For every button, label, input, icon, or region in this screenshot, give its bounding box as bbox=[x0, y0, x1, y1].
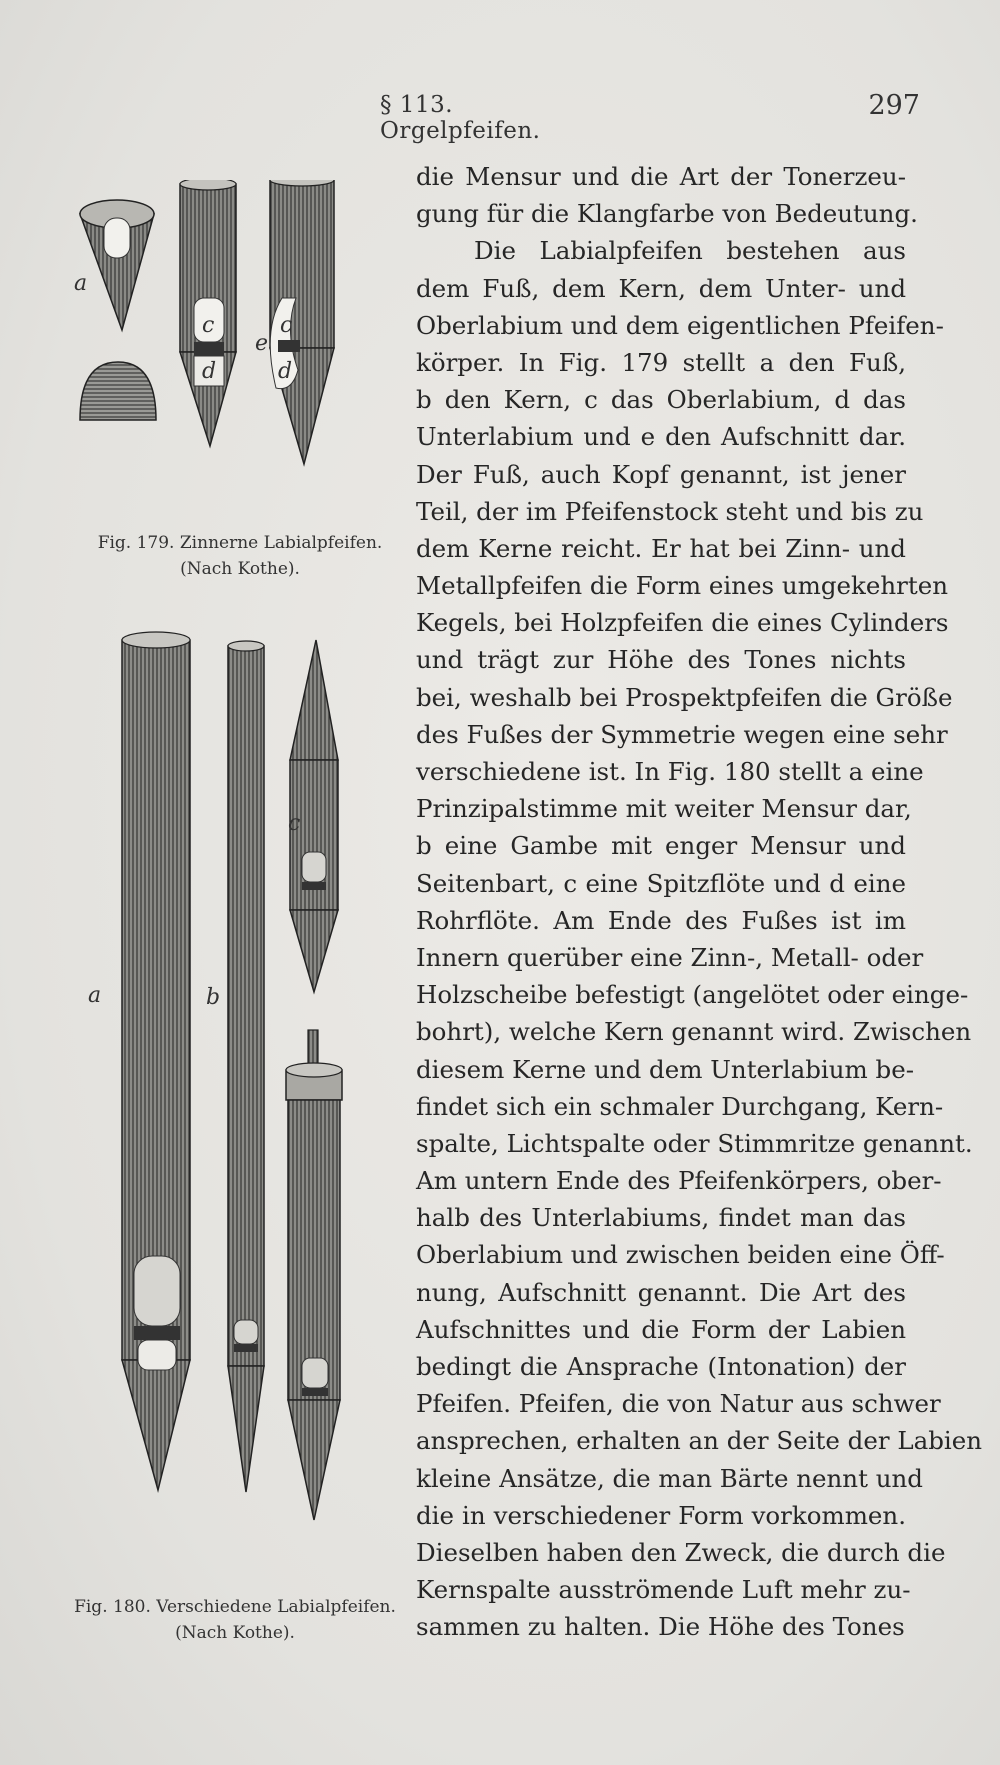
body-text-line: Rohrflöte. Am Ende des Fußes ist im bbox=[416, 905, 906, 935]
body-text-line: ansprechen, erhalten an der Seite der Labien bbox=[416, 1426, 983, 1456]
figure-180-caption-line1: Fig. 180. Verschiedene Labialpfeifen. bbox=[74, 1597, 396, 1617]
body-text-line: Teil, der im Pfeifenstock steht und bis zu bbox=[416, 496, 924, 526]
body-text-line: b den Kern, c das Oberlabium, d das bbox=[416, 385, 906, 415]
body-text-line: Oberlabium und zwischen beiden eine Öff- bbox=[416, 1240, 945, 1270]
body-text-line: die Mensur und die Art der Tonerzeu- bbox=[416, 162, 906, 191]
body-text-line: b eine Gambe mit enger Mensur und bbox=[416, 831, 906, 861]
fig179-label-a: a bbox=[74, 271, 88, 296]
fig179-label-c: c bbox=[202, 313, 215, 338]
body-text-line: Die Labialpfeifen bestehen aus bbox=[474, 236, 906, 266]
body-text-line: dem Kerne reicht. Er hat bei Zinn- und bbox=[416, 533, 906, 563]
fig179-foot-cone bbox=[80, 200, 154, 330]
fig180-label-b: b bbox=[206, 985, 221, 1010]
body-text-column bbox=[416, 158, 983, 1646]
fig180-pipe-a bbox=[122, 632, 190, 1490]
body-text-line: und trägt zur Höhe des Tones nichts bbox=[416, 645, 906, 675]
fig179-label-e: e bbox=[255, 331, 269, 356]
running-head: § 113. Orgelpfeifen. bbox=[380, 92, 541, 144]
body-text-line: dem Fuß, dem Kern, dem Unter- und bbox=[416, 273, 906, 303]
fig179-core-disc bbox=[80, 362, 156, 420]
fig179-label-d: d bbox=[202, 359, 217, 384]
body-text-line: körper. In Fig. 179 stellt a den Fuß, bbox=[416, 347, 906, 377]
fig180-pipe-b bbox=[228, 641, 264, 1492]
body-text-line: findet sich ein schmaler Durchgang, Kern- bbox=[416, 1091, 944, 1121]
body-text-line: Aufschnittes und die Form der Labien bbox=[416, 1314, 906, 1344]
body-text-line: Seitenbart, c eine Spitzflöte und d eine bbox=[416, 868, 906, 898]
body-text-line: nung, Aufschnitt genannt. Die Art des bbox=[416, 1277, 906, 1307]
body-text-line: bei, weshalb bei Prospektpfeifen die Größe bbox=[416, 682, 953, 712]
figure-179-illustration bbox=[70, 180, 400, 520]
body-text-line: Pfeifen. Pfeifen, die von Natur aus schwer bbox=[416, 1389, 941, 1419]
body-text-line: bedingt die Ansprache (Intonation) der bbox=[416, 1352, 906, 1381]
figure-180-illustration bbox=[80, 630, 380, 1590]
body-text-line: Der Fuß, auch Kopf genannt, ist jener bbox=[416, 459, 906, 489]
body-text-line: halb des Unterlabiums, findet man das bbox=[416, 1203, 906, 1233]
fig179-label-c-side: c bbox=[280, 313, 293, 338]
body-text-line: Metallpfeifen die Form eines umgekehrten bbox=[416, 571, 949, 601]
body-text-line: gung für die Klangfarbe von Bedeutung. bbox=[416, 199, 918, 229]
body-text-line: spalte, Lichtspalte oder Stimmritze genannt. bbox=[416, 1128, 973, 1158]
body-text-line: Oberlabium und dem eigentlichen Pfeifen- bbox=[416, 310, 944, 340]
page-number: 297 bbox=[868, 90, 920, 121]
fig179-label-d-side: d bbox=[278, 359, 293, 384]
body-text-line: kleine Ansätze, die man Bärte nennt und bbox=[416, 1463, 923, 1493]
body-text-line: Am untern Ende des Pfeifenkörpers, ober- bbox=[416, 1166, 942, 1196]
figure-180-caption-line2: (Nach Kothe). bbox=[175, 1623, 295, 1643]
body-text-line: verschiedene ist. In Fig. 180 stellt a eine bbox=[416, 757, 924, 786]
body-text-line: Dieselben haben den Zweck, die durch die bbox=[416, 1537, 946, 1567]
figure-180-caption bbox=[70, 1594, 400, 1646]
body-text-line: Prinzipalstimme mit weiter Mensur dar, bbox=[416, 794, 912, 824]
body-text-line: des Fußes der Symmetrie wegen eine sehr bbox=[416, 719, 948, 749]
body-text-line: Holzscheibe befestigt (angelötet oder einge- bbox=[416, 980, 969, 1010]
body-text-line: Kernspalte ausströmende Luft mehr zu- bbox=[416, 1575, 911, 1605]
body-text-line: sammen zu halten. Die Höhe des Tones bbox=[416, 1612, 905, 1642]
body-text-line: Unterlabium und e den Aufschnitt dar. bbox=[416, 422, 906, 452]
fig180-label-a: a bbox=[88, 983, 102, 1008]
figure-179-caption-line2: (Nach Kothe). bbox=[180, 559, 300, 579]
fig180-label-c: c bbox=[288, 811, 301, 836]
body-text-line: bohrt), welche Kern genannt wird. Zwischen bbox=[416, 1017, 972, 1047]
figure-179-caption-line1: Fig. 179. Zinnerne Labialpfeifen. bbox=[97, 533, 383, 553]
body-text-line: Kegels, bei Holzpfeifen die eines Cylinders bbox=[416, 608, 949, 638]
fig180-pipe-d bbox=[286, 1030, 342, 1520]
body-text-line: diesem Kerne und dem Unterlabium be- bbox=[416, 1054, 914, 1084]
figure-179-caption bbox=[90, 530, 390, 582]
body-text-line: Innern querüber eine Zinn-, Metall- oder bbox=[416, 942, 924, 972]
body-text-line: die in verschiedener Form vorkommen. bbox=[416, 1500, 906, 1530]
